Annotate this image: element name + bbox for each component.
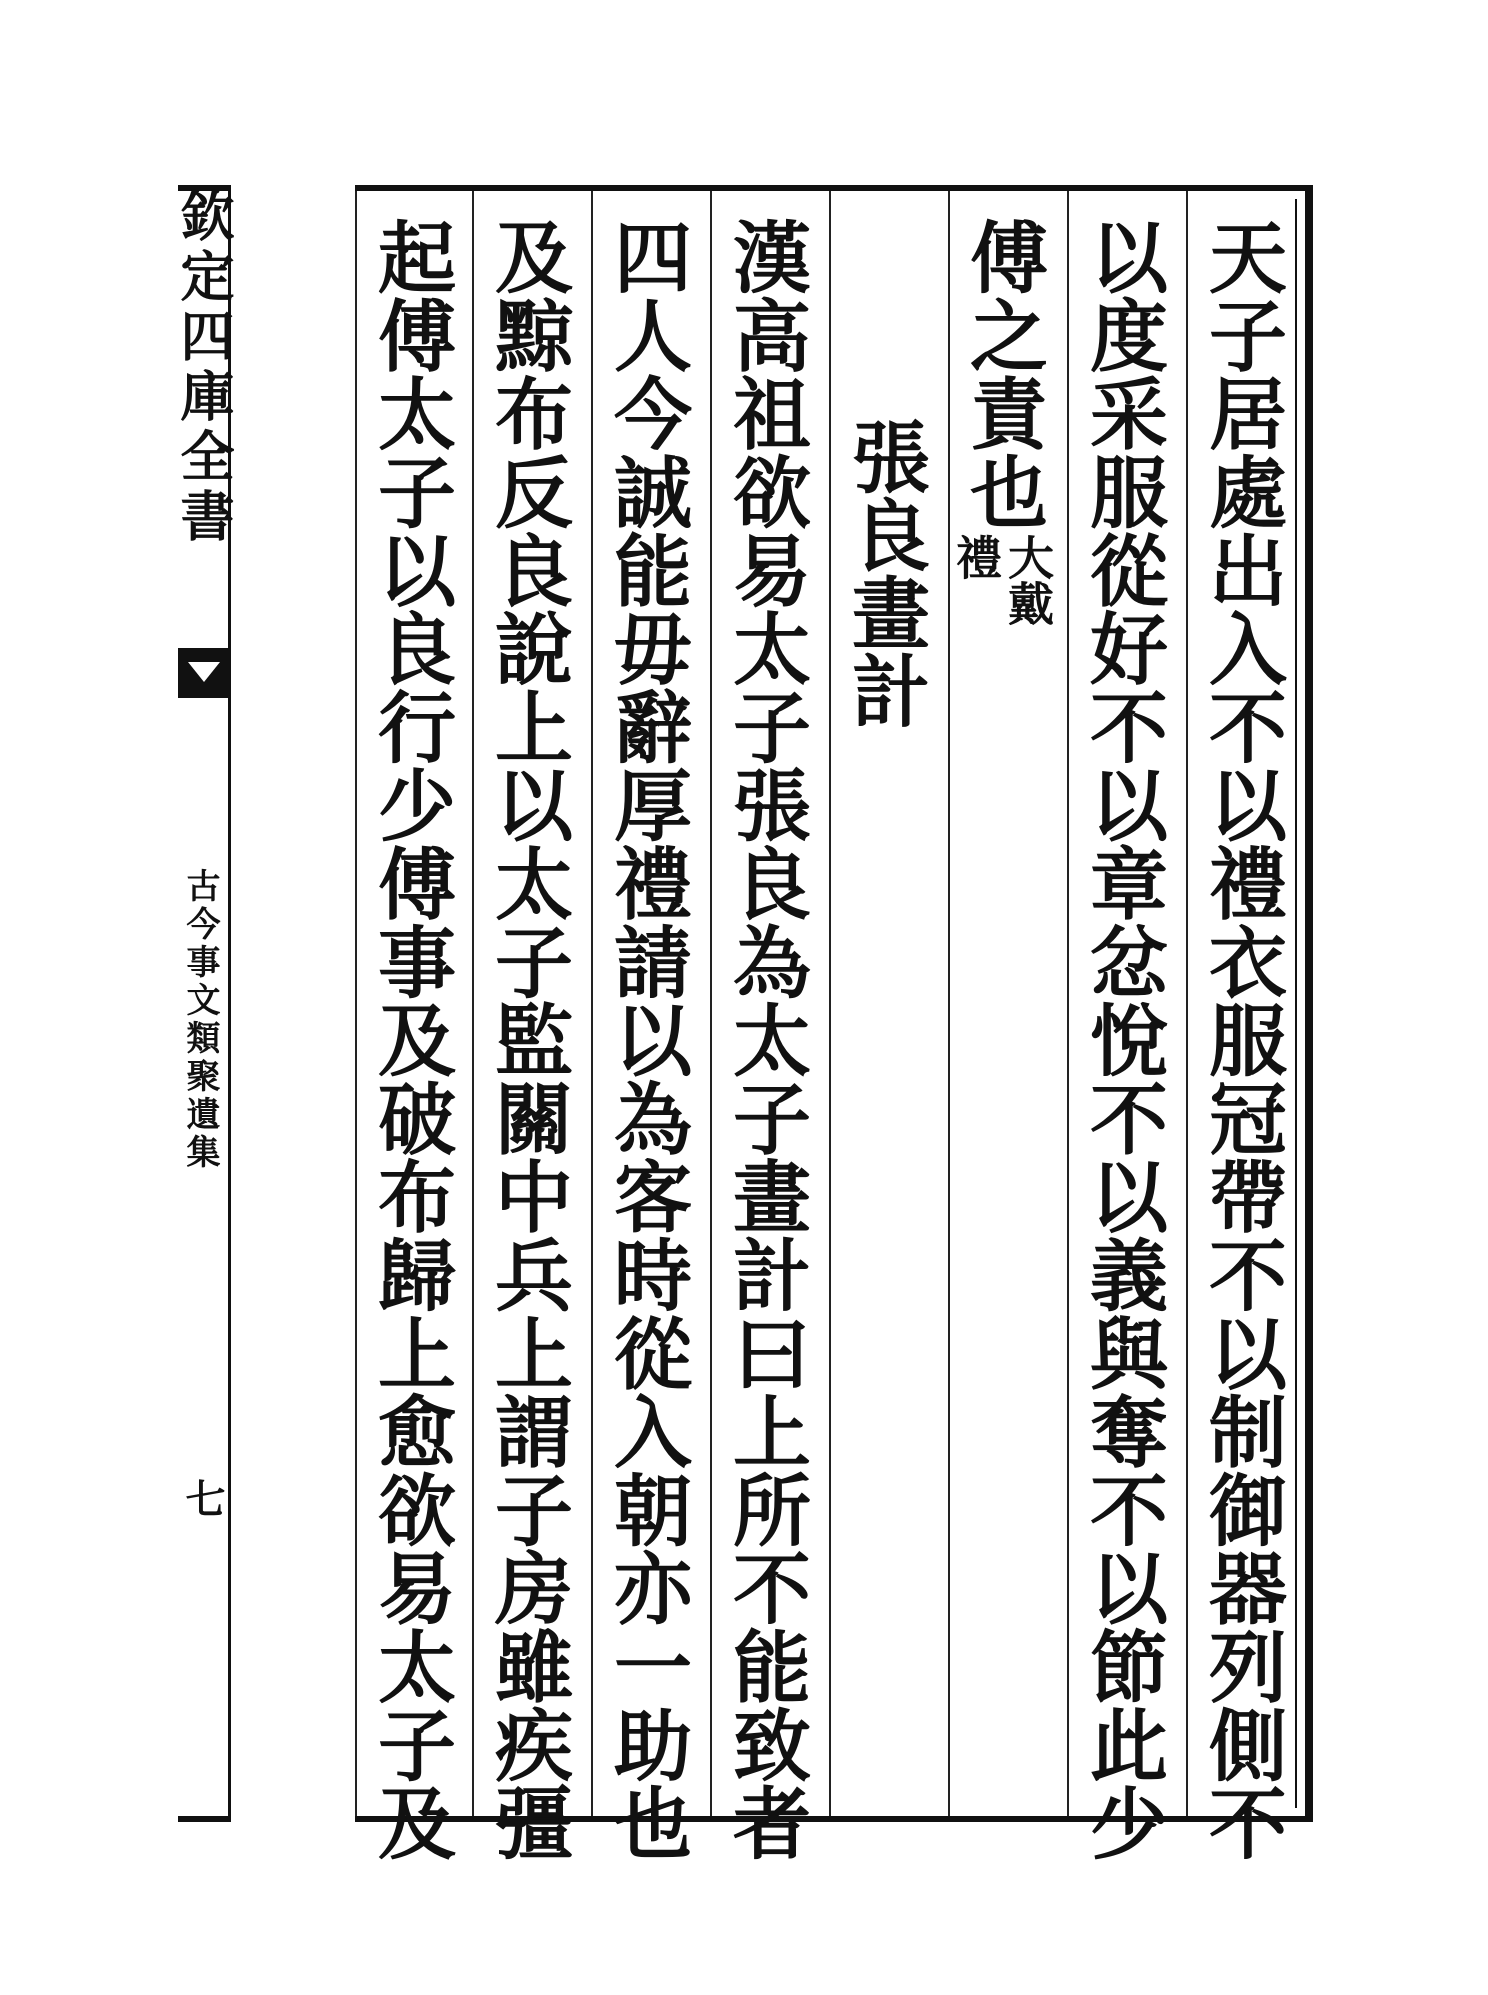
column-rule [591,191,593,1816]
fishtail-mark [178,648,230,698]
text-column-1 [1191,217,1291,1861]
column-text: 四人今誠能毋辭厚禮請以為客時從入朝亦一助也 [601,217,692,1862]
text-column-6 [596,217,696,1861]
column-text: 起傅太子以良行少傅事及破布歸上愈欲易太子及 [365,217,456,1862]
column-rule [1067,191,1069,1816]
text-column-2 [1072,217,1172,1861]
text-column-8 [360,217,460,1861]
interlinear-note [951,534,1053,626]
column-rule [472,191,474,1816]
column-text: 漢高祖欲易太子張良為太子畫計曰上所不能致者 [720,217,811,1862]
column-text: 及黥布反良說上以太子監關中兵上謂子房雖疾彊 [482,217,573,1862]
column-text: 以度采服從好不以章忿悅不以義與奪不以節此少 [1077,217,1168,1862]
column-rule [829,191,831,1816]
note-right: 大戴 [1001,534,1055,627]
text-column-3 [949,217,1055,627]
note-left: 禮 [949,534,1003,581]
frame-inner-border [1295,199,1297,1808]
column-rule [710,191,712,1816]
text-column-7 [477,217,577,1861]
column-rule [1186,191,1188,1816]
margin-book-title: 欽定四庫全書 [172,188,236,548]
column-rule [948,191,950,1816]
margin-collection-title: 古今事文類聚遺集 [180,868,220,1172]
column-text: 天子居處出入不以禮衣服冠帶不以制御器列側不 [1196,217,1287,1862]
text-frame [355,185,1313,1862]
section-heading-column [834,417,934,729]
margin-page-number: 七 [179,1478,226,1518]
column-rule [355,191,357,1816]
section-heading: 張良畫計 [839,417,930,729]
text-column-5 [715,217,815,1861]
column-text: 傅之責也 [957,217,1048,531]
